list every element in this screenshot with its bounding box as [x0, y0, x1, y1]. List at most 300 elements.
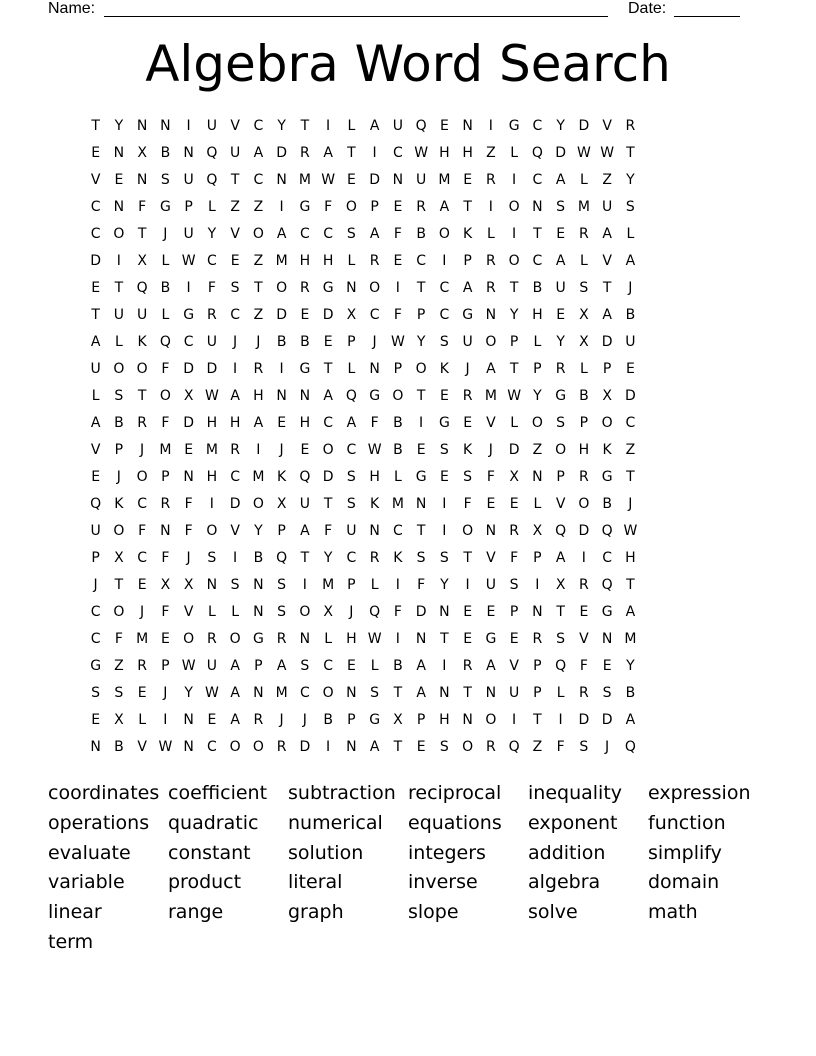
grid-letter[interactable]: C — [439, 279, 450, 296]
grid-letter[interactable]: H — [439, 144, 450, 161]
grid-letter[interactable]: R — [369, 550, 380, 567]
grid-letter[interactable]: T — [114, 279, 124, 296]
grid-letter[interactable]: T — [509, 360, 519, 377]
grid-letter[interactable]: B — [416, 225, 426, 242]
grid-letter[interactable]: U — [206, 117, 217, 134]
grid-letter[interactable]: C — [299, 225, 310, 242]
grid-letter[interactable]: N — [160, 522, 171, 539]
grid-letter[interactable]: P — [370, 198, 379, 215]
grid-letter[interactable]: R — [579, 468, 589, 485]
grid-letter[interactable]: E — [556, 225, 566, 242]
grid-letter[interactable]: I — [395, 279, 400, 296]
grid-letter[interactable]: P — [602, 360, 612, 377]
grid-letter[interactable]: T — [254, 279, 263, 296]
grid-letter[interactable]: B — [532, 279, 543, 296]
grid-letter[interactable]: Y — [323, 550, 333, 567]
grid-letter[interactable]: E — [91, 468, 101, 485]
grid-letter[interactable]: T — [323, 495, 333, 512]
grid-letter[interactable]: A — [625, 252, 636, 269]
grid-letter[interactable]: O — [252, 225, 264, 242]
grid-letter[interactable]: B — [393, 414, 403, 431]
grid-letter[interactable]: C — [532, 171, 543, 188]
grid-letter[interactable]: G — [508, 117, 520, 134]
grid-letter[interactable]: F — [161, 604, 170, 621]
grid-letter[interactable]: M — [577, 198, 590, 215]
grid-letter[interactable]: P — [533, 550, 542, 567]
grid-letter[interactable]: U — [230, 144, 241, 161]
grid-letter[interactable]: L — [579, 360, 588, 377]
grid-letter[interactable]: W — [158, 739, 173, 756]
grid-letter[interactable]: T — [626, 144, 635, 161]
grid-letter[interactable]: R — [579, 577, 589, 594]
grid-letter[interactable]: O — [136, 360, 148, 377]
grid-letter[interactable]: W — [181, 658, 196, 675]
grid-letter[interactable]: X — [532, 522, 543, 539]
grid-letter[interactable]: N — [183, 739, 194, 756]
grid-letter[interactable]: E — [579, 604, 589, 621]
grid-letter[interactable]: Q — [206, 171, 218, 188]
grid-letter[interactable]: S — [556, 631, 566, 648]
grid-letter[interactable]: F — [556, 739, 565, 756]
grid-letter[interactable]: I — [581, 550, 586, 567]
grid-letter[interactable]: R — [416, 198, 426, 215]
grid-letter[interactable]: L — [91, 387, 100, 404]
grid-letter[interactable]: T — [137, 225, 147, 242]
grid-letter[interactable]: A — [346, 414, 357, 431]
grid-letter[interactable]: O — [601, 414, 613, 431]
grid-letter[interactable]: W — [507, 387, 522, 404]
grid-letter[interactable]: L — [161, 252, 170, 269]
grid-letter[interactable]: M — [275, 685, 288, 702]
grid-letter[interactable]: L — [510, 414, 519, 431]
grid-letter[interactable]: G — [415, 468, 427, 485]
grid-letter[interactable]: Q — [415, 117, 427, 134]
grid-letter[interactable]: Q — [369, 604, 381, 621]
grid-letter[interactable]: A — [253, 144, 264, 161]
grid-letter[interactable]: Y — [509, 306, 519, 323]
grid-letter[interactable]: O — [113, 225, 125, 242]
grid-letter[interactable]: N — [183, 712, 194, 729]
grid-letter[interactable]: K — [393, 550, 403, 567]
grid-letter[interactable]: M — [252, 468, 265, 485]
grid-letter[interactable]: U — [206, 658, 217, 675]
grid-letter[interactable]: I — [279, 198, 284, 215]
grid-letter[interactable]: S — [277, 577, 287, 594]
grid-letter[interactable]: S — [439, 333, 449, 350]
grid-letter[interactable]: L — [138, 712, 147, 729]
grid-letter[interactable]: A — [439, 198, 450, 215]
grid-letter[interactable]: U — [299, 495, 310, 512]
grid-letter[interactable]: E — [300, 441, 310, 458]
grid-letter[interactable]: M — [275, 252, 288, 269]
grid-letter[interactable]: P — [114, 441, 124, 458]
grid-letter[interactable]: W — [414, 144, 429, 161]
grid-letter[interactable]: U — [206, 333, 217, 350]
grid-letter[interactable]: J — [116, 468, 121, 485]
grid-letter[interactable]: P — [347, 712, 356, 729]
grid-letter[interactable]: E — [416, 441, 426, 458]
grid-letter[interactable]: N — [415, 495, 427, 512]
grid-letter[interactable]: E — [439, 387, 449, 404]
grid-letter[interactable]: A — [230, 387, 240, 404]
grid-letter[interactable]: S — [230, 577, 240, 594]
grid-letter[interactable]: Y — [626, 171, 635, 188]
grid-letter[interactable]: A — [90, 333, 101, 350]
grid-letter[interactable]: F — [486, 468, 495, 485]
grid-letter[interactable]: T — [509, 279, 519, 296]
grid-letter[interactable]: R — [579, 225, 589, 242]
grid-letter[interactable]: F — [393, 225, 402, 242]
grid-letter[interactable]: U — [416, 171, 427, 188]
grid-letter[interactable]: L — [486, 225, 495, 242]
grid-letter[interactable]: I — [512, 171, 517, 188]
grid-letter[interactable]: O — [438, 225, 450, 242]
grid-letter[interactable]: I — [279, 360, 284, 377]
grid-letter[interactable]: B — [625, 685, 636, 702]
grid-letter[interactable]: E — [346, 171, 356, 188]
grid-letter[interactable]: E — [300, 306, 310, 323]
grid-letter[interactable]: C — [90, 604, 101, 621]
grid-letter[interactable]: R — [532, 631, 543, 648]
grid-letter[interactable]: Y — [254, 522, 263, 539]
grid-letter[interactable]: O — [299, 604, 311, 621]
grid-letter[interactable]: Z — [625, 441, 636, 458]
grid-letter[interactable]: E — [277, 414, 287, 431]
grid-letter[interactable]: X — [346, 306, 357, 323]
grid-letter[interactable]: L — [161, 306, 170, 323]
grid-letter[interactable]: A — [625, 604, 636, 621]
grid-letter[interactable]: X — [602, 387, 612, 404]
grid-letter[interactable]: Q — [555, 658, 567, 675]
grid-letter[interactable]: P — [533, 360, 542, 377]
grid-letter[interactable]: R — [276, 631, 287, 648]
grid-letter[interactable]: D — [508, 441, 520, 458]
grid-letter[interactable]: T — [463, 198, 472, 215]
grid-letter[interactable]: L — [533, 495, 542, 512]
grid-letter[interactable]: E — [91, 144, 101, 161]
grid-letter[interactable]: V — [602, 252, 612, 269]
grid-letter[interactable]: S — [300, 658, 310, 675]
grid-letter[interactable]: I — [395, 577, 400, 594]
grid-letter[interactable]: V — [602, 117, 612, 134]
grid-letter[interactable]: C — [90, 631, 101, 648]
grid-letter[interactable]: U — [509, 685, 520, 702]
grid-letter[interactable]: U — [462, 333, 473, 350]
grid-letter[interactable]: T — [463, 550, 472, 567]
grid-letter[interactable]: N — [299, 631, 311, 648]
grid-letter[interactable]: C — [392, 522, 403, 539]
grid-letter[interactable]: H — [532, 306, 543, 323]
grid-letter[interactable]: N — [601, 631, 613, 648]
grid-letter[interactable]: P — [416, 712, 426, 729]
grid-letter[interactable]: N — [160, 117, 171, 134]
grid-letter[interactable]: W — [390, 333, 405, 350]
grid-letter[interactable]: C — [532, 252, 543, 269]
grid-letter[interactable]: M — [484, 387, 497, 404]
grid-letter[interactable]: I — [442, 252, 447, 269]
grid-letter[interactable]: I — [302, 577, 307, 594]
grid-letter[interactable]: O — [392, 387, 404, 404]
grid-letter[interactable]: Q — [159, 333, 171, 350]
grid-letter[interactable]: B — [160, 144, 171, 161]
grid-letter[interactable]: G — [555, 387, 567, 404]
grid-letter[interactable]: Y — [207, 225, 217, 242]
grid-letter[interactable]: B — [579, 387, 589, 404]
grid-letter[interactable]: O — [229, 739, 241, 756]
grid-letter[interactable]: A — [369, 739, 380, 756]
grid-letter[interactable]: K — [114, 495, 124, 512]
grid-letter[interactable]: N — [346, 685, 357, 702]
grid-letter[interactable]: Z — [253, 198, 264, 215]
grid-letter[interactable]: Z — [486, 144, 496, 161]
grid-letter[interactable]: R — [486, 279, 496, 296]
grid-letter[interactable]: S — [556, 414, 566, 431]
grid-letter[interactable]: J — [302, 712, 307, 729]
grid-letter[interactable]: E — [602, 658, 612, 675]
date-line[interactable] — [674, 0, 740, 17]
grid-letter[interactable]: U — [392, 117, 403, 134]
grid-letter[interactable]: H — [229, 414, 241, 431]
grid-letter[interactable]: L — [510, 144, 519, 161]
grid-letter[interactable]: S — [114, 387, 124, 404]
grid-letter[interactable]: O — [159, 387, 171, 404]
grid-letter[interactable]: A — [253, 414, 264, 431]
grid-letter[interactable]: C — [416, 252, 427, 269]
grid-letter[interactable]: G — [299, 198, 311, 215]
grid-letter[interactable]: N — [206, 577, 218, 594]
grid-letter[interactable]: S — [463, 468, 473, 485]
grid-letter[interactable]: D — [578, 522, 590, 539]
grid-letter[interactable]: X — [323, 604, 333, 621]
grid-letter[interactable]: I — [558, 712, 563, 729]
grid-letter[interactable]: O — [252, 495, 264, 512]
grid-letter[interactable]: I — [488, 198, 493, 215]
grid-letter[interactable]: U — [346, 522, 357, 539]
grid-letter[interactable]: P — [277, 522, 286, 539]
grid-letter[interactable]: I — [488, 117, 493, 134]
grid-letter[interactable]: G — [322, 279, 334, 296]
grid-letter[interactable]: A — [369, 117, 380, 134]
grid-letter[interactable]: S — [160, 171, 170, 188]
grid-letter[interactable]: T — [230, 171, 240, 188]
grid-letter[interactable]: O — [508, 198, 520, 215]
grid-letter[interactable]: W — [204, 387, 219, 404]
grid-letter[interactable]: I — [442, 658, 447, 675]
grid-letter[interactable]: O — [345, 198, 357, 215]
grid-letter[interactable]: Q — [601, 577, 613, 594]
grid-letter[interactable]: H — [439, 712, 450, 729]
grid-letter[interactable]: Q — [206, 144, 218, 161]
grid-letter[interactable]: U — [90, 522, 101, 539]
grid-letter[interactable]: W — [321, 171, 336, 188]
grid-letter[interactable]: S — [625, 198, 635, 215]
grid-letter[interactable]: E — [463, 171, 473, 188]
grid-letter[interactable]: C — [369, 306, 380, 323]
grid-letter[interactable]: D — [578, 712, 590, 729]
grid-letter[interactable]: O — [485, 712, 497, 729]
grid-letter[interactable]: J — [349, 604, 354, 621]
grid-letter[interactable]: I — [163, 712, 168, 729]
grid-letter[interactable]: U — [602, 198, 613, 215]
grid-letter[interactable]: D — [206, 360, 218, 377]
grid-letter[interactable]: T — [91, 306, 100, 323]
grid-letter[interactable]: C — [323, 414, 334, 431]
grid-letter[interactable]: H — [206, 468, 218, 485]
grid-letter[interactable]: E — [486, 604, 496, 621]
grid-letter[interactable]: A — [416, 658, 426, 675]
grid-letter[interactable]: Q — [555, 522, 567, 539]
grid-letter[interactable]: F — [114, 631, 123, 648]
grid-letter[interactable]: C — [253, 171, 264, 188]
grid-letter[interactable]: N — [113, 198, 125, 215]
grid-letter[interactable]: V — [90, 171, 101, 188]
grid-letter[interactable]: H — [206, 414, 218, 431]
grid-letter[interactable]: C — [90, 225, 101, 242]
grid-letter[interactable]: W — [181, 252, 196, 269]
grid-letter[interactable]: A — [555, 252, 566, 269]
grid-letter[interactable]: N — [113, 144, 125, 161]
grid-letter[interactable]: E — [439, 117, 449, 134]
grid-letter[interactable]: V — [579, 631, 589, 648]
grid-letter[interactable]: P — [184, 198, 193, 215]
grid-letter[interactable]: G — [90, 658, 102, 675]
grid-letter[interactable]: S — [579, 739, 589, 756]
grid-letter[interactable]: K — [463, 441, 473, 458]
grid-letter[interactable]: Y — [556, 117, 565, 134]
grid-letter[interactable]: H — [299, 414, 311, 431]
grid-letter[interactable]: F — [184, 495, 193, 512]
grid-letter[interactable]: E — [463, 604, 473, 621]
grid-letter[interactable]: V — [230, 117, 240, 134]
grid-letter[interactable]: Q — [136, 279, 148, 296]
grid-letter[interactable]: P — [416, 306, 426, 323]
grid-letter[interactable]: A — [625, 712, 636, 729]
grid-letter[interactable]: C — [346, 441, 357, 458]
grid-letter[interactable]: Q — [90, 495, 102, 512]
grid-letter[interactable]: N — [439, 685, 450, 702]
grid-letter[interactable]: E — [184, 441, 194, 458]
grid-letter[interactable]: D — [322, 468, 334, 485]
grid-letter[interactable]: Y — [114, 117, 124, 134]
grid-letter[interactable]: C — [323, 658, 334, 675]
grid-letter[interactable]: T — [347, 144, 356, 161]
grid-letter[interactable]: I — [419, 414, 424, 431]
grid-letter[interactable]: O — [415, 360, 427, 377]
grid-letter[interactable]: A — [602, 225, 612, 242]
grid-letter[interactable]: T — [416, 387, 426, 404]
grid-letter[interactable]: D — [601, 712, 613, 729]
grid-letter[interactable]: R — [230, 441, 240, 458]
grid-letter[interactable]: G — [183, 306, 195, 323]
grid-letter[interactable]: F — [393, 306, 402, 323]
grid-letter[interactable]: V — [509, 658, 519, 675]
grid-letter[interactable]: T — [323, 360, 333, 377]
grid-letter[interactable]: B — [253, 550, 264, 567]
grid-letter[interactable]: O — [531, 414, 543, 431]
grid-letter[interactable]: G — [369, 387, 381, 404]
grid-letter[interactable]: O — [462, 739, 474, 756]
grid-letter[interactable]: N — [415, 631, 427, 648]
grid-letter[interactable]: I — [326, 739, 331, 756]
grid-letter[interactable]: G — [252, 631, 264, 648]
grid-letter[interactable]: L — [579, 252, 588, 269]
grid-letter[interactable]: M — [298, 171, 311, 188]
grid-letter[interactable]: S — [416, 550, 426, 567]
grid-letter[interactable]: N — [136, 117, 148, 134]
grid-letter[interactable]: N — [299, 387, 311, 404]
grid-letter[interactable]: H — [578, 441, 590, 458]
grid-letter[interactable]: Y — [626, 658, 635, 675]
grid-letter[interactable]: O — [322, 685, 334, 702]
grid-letter[interactable]: B — [323, 712, 333, 729]
grid-letter[interactable]: E — [486, 495, 496, 512]
grid-letter[interactable]: O — [485, 333, 497, 350]
grid-letter[interactable]: S — [346, 495, 356, 512]
grid-letter[interactable]: Y — [184, 685, 193, 702]
grid-letter[interactable]: O — [508, 252, 520, 269]
grid-letter[interactable]: C — [253, 117, 264, 134]
grid-letter[interactable]: X — [276, 495, 287, 512]
grid-letter[interactable]: D — [183, 414, 195, 431]
grid-letter[interactable]: C — [137, 495, 148, 512]
grid-letter[interactable]: T — [300, 550, 310, 567]
grid-letter[interactable]: F — [207, 279, 216, 296]
grid-letter[interactable]: X — [579, 333, 589, 350]
grid-letter[interactable]: U — [625, 333, 636, 350]
grid-letter[interactable]: Z — [532, 441, 543, 458]
grid-letter[interactable]: S — [602, 685, 612, 702]
grid-letter[interactable]: A — [486, 658, 496, 675]
grid-letter[interactable]: R — [207, 631, 217, 648]
grid-letter[interactable]: O — [206, 522, 218, 539]
grid-letter[interactable]: Y — [440, 577, 449, 594]
grid-letter[interactable]: A — [230, 658, 240, 675]
grid-letter[interactable]: M — [136, 631, 149, 648]
grid-letter[interactable]: I — [186, 117, 191, 134]
grid-letter[interactable]: D — [578, 117, 590, 134]
grid-letter[interactable]: P — [463, 252, 472, 269]
grid-letter[interactable]: Q — [299, 468, 311, 485]
grid-letter[interactable]: A — [462, 279, 473, 296]
grid-letter[interactable]: A — [323, 387, 333, 404]
grid-letter[interactable]: R — [555, 360, 566, 377]
grid-letter[interactable]: P — [556, 468, 565, 485]
grid-letter[interactable]: T — [416, 522, 426, 539]
grid-letter[interactable]: A — [230, 685, 240, 702]
grid-letter[interactable]: Q — [508, 739, 520, 756]
grid-letter[interactable]: M — [322, 577, 335, 594]
grid-letter[interactable]: N — [369, 360, 380, 377]
grid-letter[interactable]: X — [555, 577, 566, 594]
grid-letter[interactable]: T — [463, 685, 472, 702]
grid-letter[interactable]: D — [183, 360, 195, 377]
grid-letter[interactable]: D — [299, 739, 311, 756]
grid-letter[interactable]: L — [114, 333, 123, 350]
grid-letter[interactable]: G — [438, 414, 450, 431]
grid-letter[interactable]: U — [485, 577, 496, 594]
grid-letter[interactable]: P — [161, 468, 170, 485]
grid-letter[interactable]: U — [555, 279, 566, 296]
grid-letter[interactable]: R — [253, 712, 264, 729]
grid-letter[interactable]: X — [183, 387, 194, 404]
grid-letter[interactable]: P — [347, 577, 356, 594]
grid-letter[interactable]: W — [367, 631, 382, 648]
grid-letter[interactable]: A — [323, 144, 333, 161]
grid-letter[interactable]: L — [231, 604, 240, 621]
grid-letter[interactable]: A — [486, 360, 496, 377]
grid-letter[interactable]: J — [605, 739, 610, 756]
grid-letter[interactable]: P — [91, 550, 100, 567]
